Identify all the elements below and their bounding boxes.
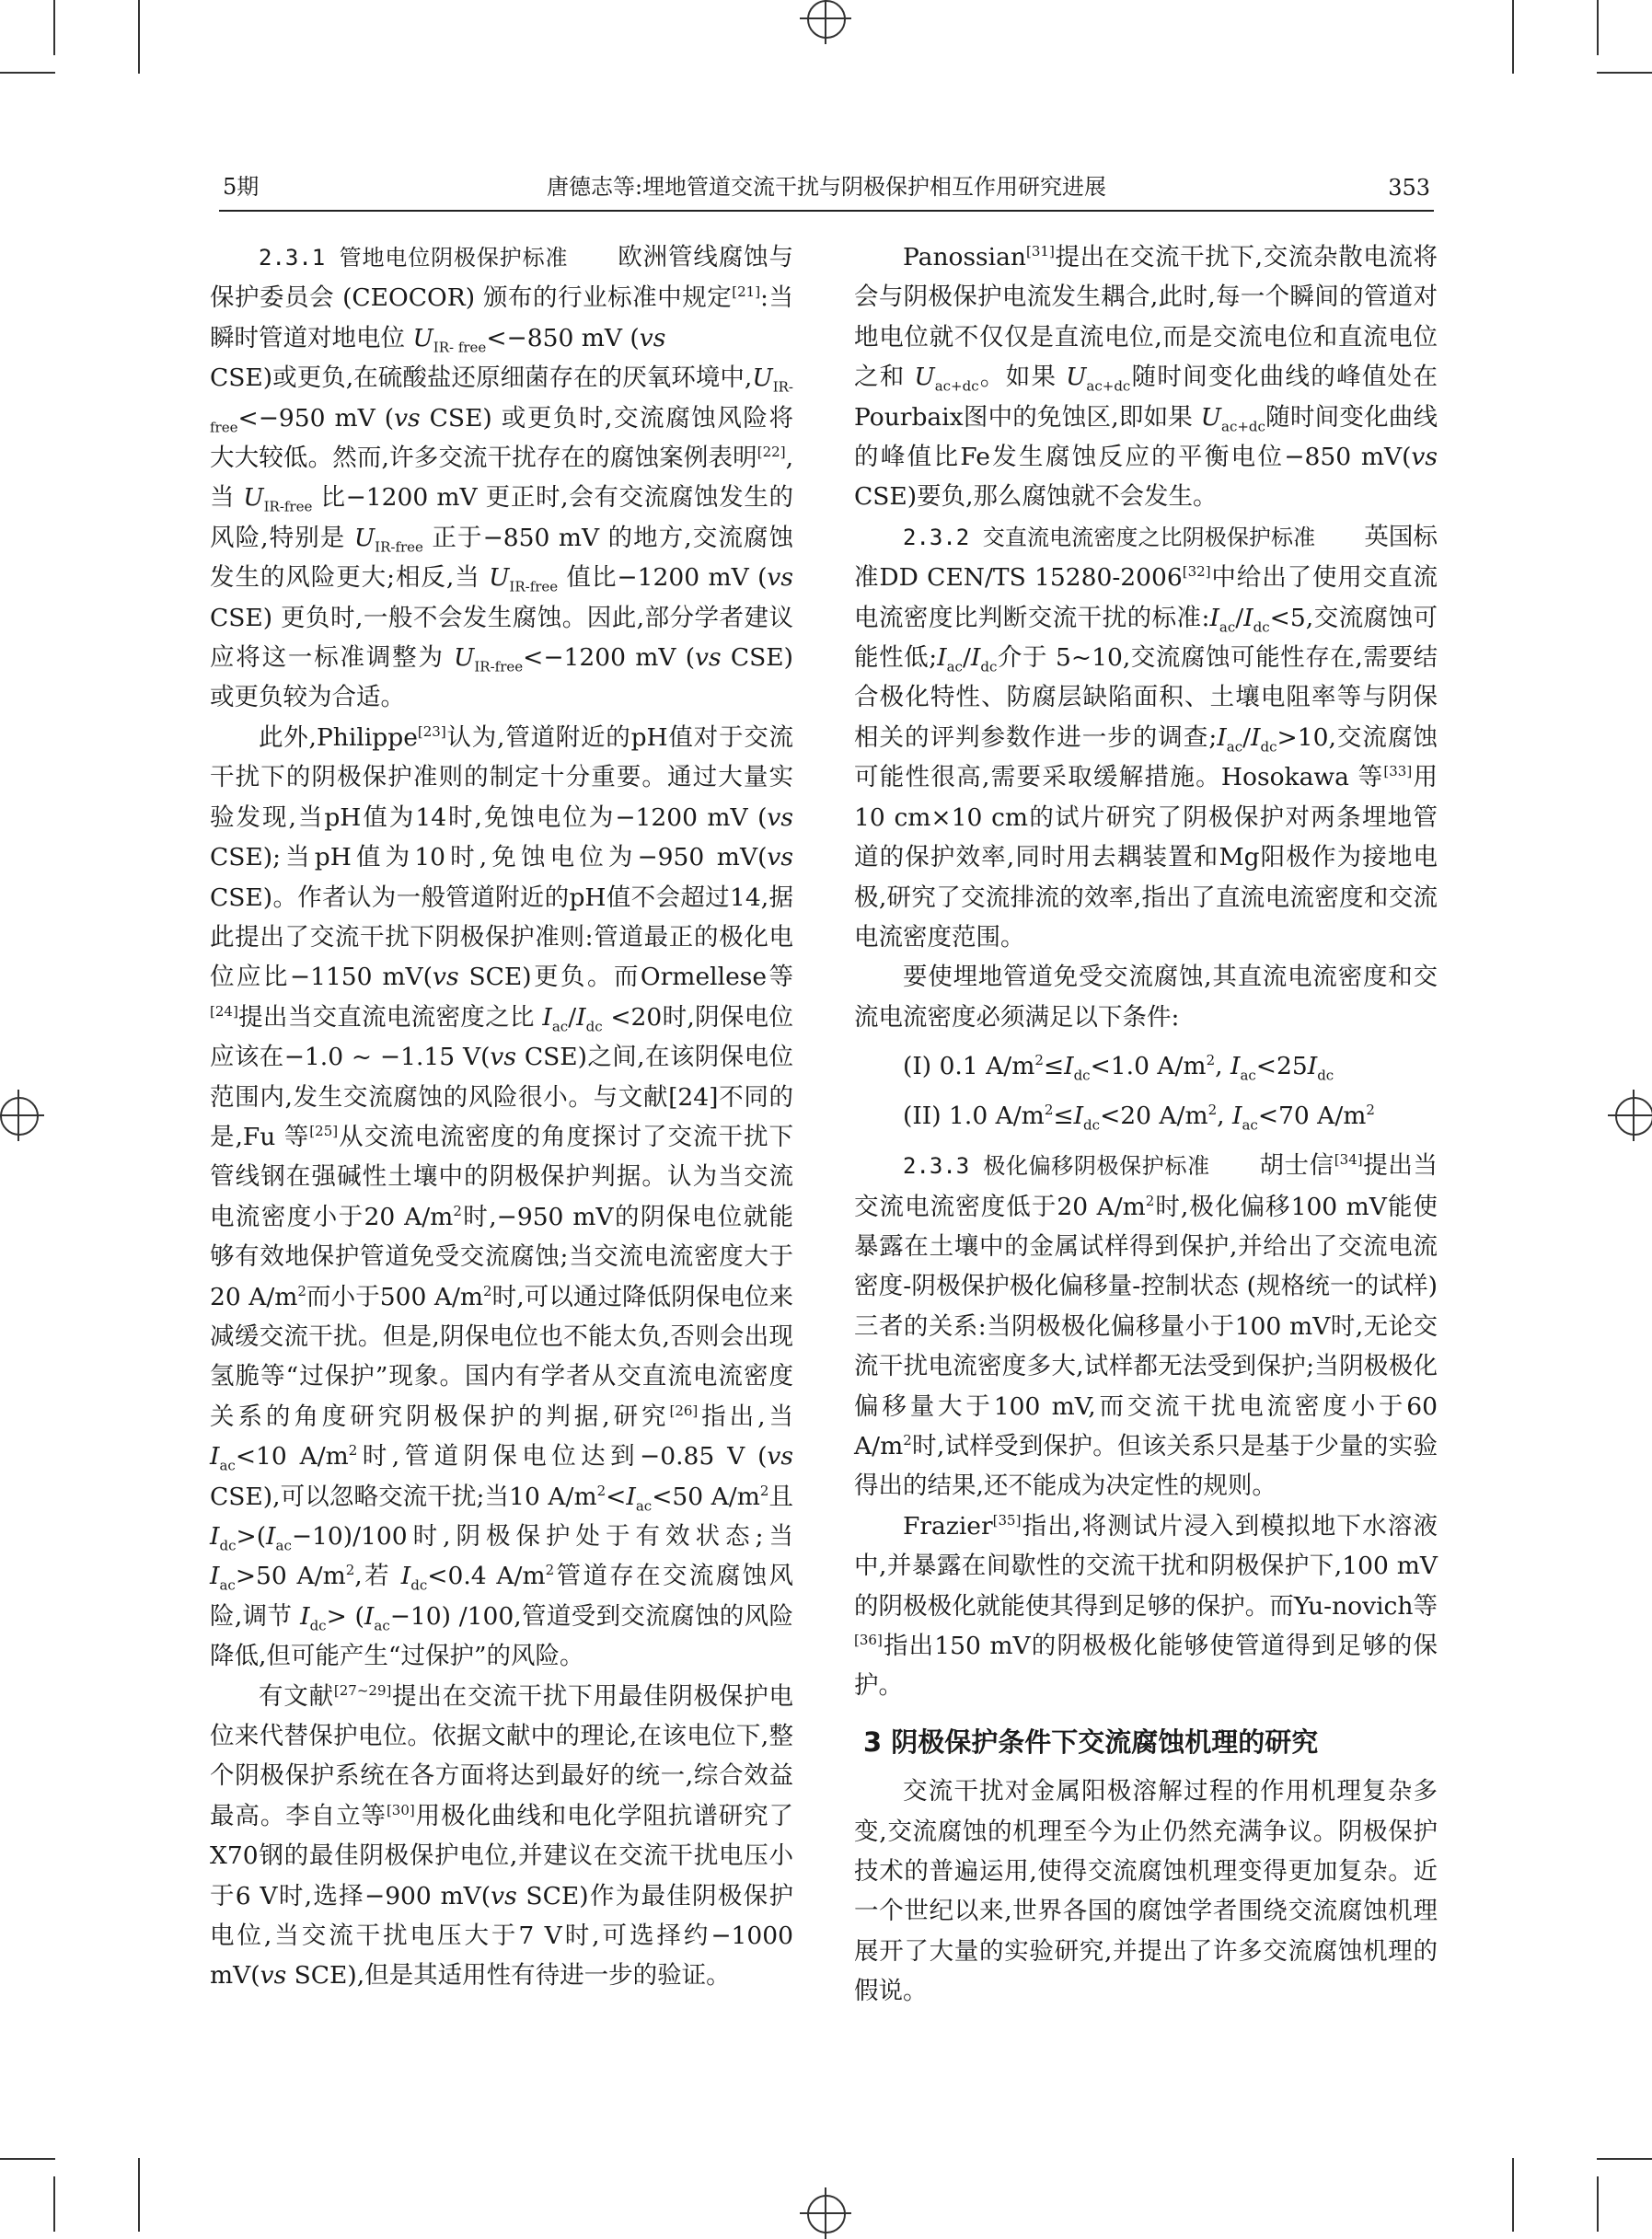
text: 认为,管道附近的pH值对于交流干扰下的阴极保护准则的制定十分重要。通过大量实验发现,当pH值为14时,免蚀电位为−1200 mV ( <box>210 722 794 832</box>
symbol: vs <box>433 963 459 992</box>
text: (I) 0.1 A/m <box>903 1052 1035 1081</box>
text: 随时间变化曲线的峰值比Fe发生腐蚀反应的平衡电位−850 mV( <box>854 402 1438 472</box>
text: 比−1200 mV 更正时,会有交流腐蚀发生的风险,特别是 <box>210 483 793 552</box>
text: SCE),但是其适用性有待进一步的验证。 <box>286 1961 731 1991</box>
crop-mark <box>0 2158 55 2160</box>
symbol: U <box>1200 402 1222 432</box>
symbol: I <box>364 1601 375 1631</box>
text: 且 <box>768 1482 793 1511</box>
text: / <box>568 1002 577 1032</box>
citation: [24] <box>210 1002 238 1020</box>
text: 此外,Philippe <box>259 722 418 752</box>
subscript: ac <box>635 1496 653 1514</box>
subscript: ac <box>551 1018 569 1035</box>
text: ,当 <box>210 444 793 513</box>
symbol: vs <box>394 403 421 433</box>
text: <50 A/m <box>652 1482 760 1511</box>
running-header <box>219 166 1434 212</box>
text: Frazier <box>903 1511 993 1541</box>
subscript: IR-free <box>375 538 423 556</box>
symbol: vs <box>1411 443 1438 472</box>
superscript: 2 <box>545 1562 555 1579</box>
citation: [35] <box>992 1511 1022 1529</box>
subscript: IR-free <box>509 578 559 595</box>
symbol: vs <box>490 1043 516 1072</box>
citation: [30] <box>386 1802 415 1819</box>
text: CSE),可以忽略交流干扰;当10 A/m <box>210 1482 597 1511</box>
symbol: I <box>210 1442 220 1472</box>
paragraph <box>854 517 1438 957</box>
text: <20时,阴保电位应该在−1.0 ~ −1.15 V( <box>210 1002 793 1072</box>
crop-mark <box>1512 0 1514 74</box>
subscript: ac <box>219 1457 236 1474</box>
subsection-heading-2-3-3: 2.3.3 极化偏移阴极保护标准 <box>903 1153 1210 1180</box>
crop-mark <box>53 2176 55 2232</box>
registration-mark-top <box>800 0 851 44</box>
citation: [26] <box>669 1402 699 1419</box>
superscript: 2 <box>1206 1052 1216 1069</box>
citation: [31] <box>1026 243 1055 260</box>
subscript: IR-free <box>263 498 313 515</box>
symbol: I <box>1217 722 1227 752</box>
text: 提出在交流干扰下用最佳阴极保护电位来代替保护电位。依据文献中的理论,在该电位下,整个阴极保护系统在各方面将达到最好的统一,综合效益最高。李自立等 <box>210 1681 794 1830</box>
subscript: ac <box>1240 1067 1256 1084</box>
text: <−850 mV ( <box>486 323 640 352</box>
subscript: dc <box>1083 1116 1101 1134</box>
text: 正于−850 mV 的地方,交流腐蚀发生的风险更大;相反,当 <box>210 523 793 593</box>
text: 管道存在交流腐蚀风险,调节 <box>210 1562 794 1631</box>
text: / <box>1242 722 1252 752</box>
crop-mark <box>138 2158 140 2232</box>
symbol: I <box>542 1002 552 1032</box>
text: >50 A/m <box>235 1562 346 1591</box>
symbol: vs <box>767 1442 793 1472</box>
symbol: I <box>937 643 947 673</box>
symbol: U <box>1066 363 1087 392</box>
superscript: 2 <box>596 1482 607 1499</box>
subscript: IR-free <box>210 378 793 435</box>
condition-1 <box>854 1046 1438 1087</box>
symbol: vs <box>260 1961 287 1991</box>
text: <1.0 A/m <box>1090 1052 1207 1081</box>
text: <−1200 mV ( <box>523 643 696 673</box>
symbol: I <box>266 1522 276 1551</box>
citation: [25] <box>309 1123 339 1140</box>
superscript: 2 <box>1145 1192 1155 1209</box>
text: 指出150 mV的阴极极化能够使管道得到足够的保护。 <box>854 1632 1438 1701</box>
issue-number: 5期 <box>223 174 260 200</box>
text: SCE)更负。而Ormellese等 <box>458 963 793 992</box>
citation: [22] <box>757 444 786 461</box>
text: >10,交流腐蚀可能性很高,需要采取缓解措施。Hosokawa 等 <box>854 722 1438 792</box>
registration-mark-right <box>1608 1090 1652 1141</box>
text: −10) /100,管道受到交流腐蚀的风险降低,但可能产生“过保护”的风险。 <box>210 1601 794 1671</box>
subscript: dc <box>410 1576 428 1594</box>
symbol: U <box>914 363 935 392</box>
crop-mark <box>1597 0 1599 55</box>
text: <−950 mV ( <box>237 403 395 433</box>
text: Panossian <box>903 243 1027 271</box>
paragraph <box>854 237 1438 517</box>
page-number: 353 <box>1388 175 1430 201</box>
subscript: dc <box>1073 1067 1091 1084</box>
superscript: 2 <box>483 1282 492 1299</box>
symbol: vs <box>491 1881 517 1910</box>
symbol: I <box>210 1522 220 1551</box>
superscript: 2 <box>1207 1102 1218 1119</box>
text: 时,管道阴保电位达到−0.85 V ( <box>357 1442 768 1472</box>
text: :当瞬时管道对地电位 <box>210 283 793 352</box>
text: 有文献 <box>259 1681 334 1711</box>
text: ,若 <box>354 1562 401 1591</box>
symbol: vs <box>767 843 793 872</box>
text: 提出在交流干扰下,交流杂散电流将会与阴极保护电流发生耦合,此时,每一个瞬间的管道对地电位就不仅仅是直流电位,而是交流电位和直流电位之和 <box>854 243 1438 392</box>
symbol: vs <box>695 643 722 673</box>
text: > ( <box>326 1601 364 1631</box>
text: <5,交流腐蚀可能性低; <box>854 603 1438 673</box>
text: 中给出了使用交直流电流密度比判断交流干扰的标准: <box>854 563 1438 632</box>
text: 从交流电流密度的角度探讨了交流干扰下管线钢在强碱性土壤中的阴极保护判据。认为当交流电流密度小于20 A/m <box>210 1122 793 1231</box>
text: , <box>1215 1052 1230 1081</box>
text: 提出当交流电流密度低于20 A/m <box>854 1151 1438 1221</box>
text: −10)/100时,阴极保护处于有效状态;当 <box>291 1522 793 1551</box>
text: <25 <box>1255 1052 1308 1081</box>
text: CSE)之间,在该阴保电位范围内,发生交流腐蚀的风险很小。与文献[24]不同的是,Fu 等 <box>210 1043 793 1151</box>
subscript: dc <box>309 1617 327 1634</box>
superscript: 2 <box>453 1202 462 1219</box>
subscript: dc <box>1317 1067 1334 1084</box>
subsection-heading-2-3-2: 2.3.2 交直流电流密度之比阴极保护标准 <box>903 524 1316 550</box>
text: 提出当交直流电流密度之比 <box>237 1002 543 1032</box>
symbol: vs <box>767 802 793 832</box>
text: CSE) 更负时,一般不会发生腐蚀。因此,部分学者建议应将这一标准调整为 <box>210 603 793 673</box>
text: 而小于500 A/m <box>306 1282 484 1311</box>
citation: [23] <box>417 723 446 741</box>
text: CSE);当pH值为10时,免蚀电位为−950 mV( <box>210 843 768 872</box>
running-title: 唐德志等:埋地管道交流干扰与阴极保护相互作用研究进展 <box>546 174 1107 200</box>
crop-mark <box>0 72 55 74</box>
symbol: I <box>576 1002 586 1032</box>
symbol: I <box>970 643 981 673</box>
text: 。如果 <box>978 363 1067 392</box>
left-column <box>210 237 793 1996</box>
text: CSE) 或更负较为合适。 <box>210 643 793 712</box>
text: 欧洲管线腐蚀与保护委员会 (CEOCOR) 颁布的行业标准中规定 <box>210 243 794 313</box>
crop-mark <box>1597 2176 1599 2232</box>
text: 指出,当 <box>698 1402 793 1431</box>
text: ≤ <box>1053 1102 1074 1131</box>
subscript: ac <box>946 658 963 675</box>
text: / <box>962 643 971 673</box>
symbol: I <box>626 1482 636 1511</box>
text: < <box>606 1482 627 1511</box>
crop-mark <box>1597 72 1652 74</box>
text: 值比−1200 mV ( <box>558 563 768 593</box>
symbol: I <box>1307 1052 1318 1081</box>
symbol: I <box>1064 1052 1074 1081</box>
section-heading-3: 3 阴极保护条件下交流腐蚀机理的研究 <box>863 1725 1319 1758</box>
crop-mark <box>1512 2158 1514 2232</box>
citation: [21] <box>732 283 761 301</box>
text: 时,可以通过降低阴保电位来减缓交流干扰。但是,阴保电位也不能太负,否则会出现氢脆等“过保护”现象。国内有学者从交直流电流密度关系的角度研究阴极保护的判据,研究 <box>210 1282 793 1431</box>
subscript: IR-free <box>474 658 524 675</box>
text: CSE) 或更负时,交流腐蚀风险将大大较低。然而,许多交流干扰存在的腐蚀案例表明 <box>210 403 793 473</box>
subscript: dc <box>585 1018 603 1035</box>
text: CSE)或更负,在硫酸盐还原细菌存在的厌氧环境中, <box>210 364 753 393</box>
crop-mark <box>138 0 140 74</box>
registration-mark-left <box>0 1090 44 1141</box>
symbol: I <box>1251 722 1261 752</box>
superscript: 2 <box>1044 1102 1054 1119</box>
symbol: U <box>489 563 510 593</box>
subscript: dc <box>1253 617 1270 635</box>
text: <70 A/m <box>1257 1102 1367 1131</box>
text: 随时间变化曲线的峰值处在Pourbaix图中的免蚀区,即如果 <box>854 363 1438 432</box>
symbol: U <box>454 643 475 673</box>
text: SCE)作为最佳阴极保护电位,当交流干扰电压大于7 V时,可选择约−1000 mV( <box>210 1881 793 1991</box>
text: 时,试样受到保护。但该关系只是基于少量的实验得出的结果,还不能成为决定性的规则。 <box>854 1431 1438 1501</box>
crop-mark <box>1597 2158 1652 2160</box>
superscript: 2 <box>348 1442 358 1460</box>
text: 胡士信 <box>1258 1151 1334 1181</box>
text: (II) 1.0 A/m <box>903 1102 1045 1131</box>
paragraph <box>210 1677 793 1996</box>
symbol: U <box>353 523 375 552</box>
symbol: I <box>1073 1102 1084 1131</box>
subscript: IR- free <box>433 339 487 356</box>
symbol: I <box>300 1601 310 1631</box>
subscript: ac <box>1219 617 1236 635</box>
subscript: ac <box>275 1537 292 1554</box>
symbol: U <box>412 323 433 352</box>
symbol: U <box>243 483 264 513</box>
text: >( <box>236 1522 267 1551</box>
condition-2 <box>854 1096 1438 1137</box>
symbol: I <box>210 1562 220 1591</box>
symbol: I <box>1243 603 1253 632</box>
symbol: vs <box>767 563 793 593</box>
paragraph <box>210 718 793 1677</box>
subscript: dc <box>1260 738 1277 756</box>
symbol: I <box>1232 1102 1242 1131</box>
subscript: ac+dc <box>1221 417 1265 434</box>
text: 指出,将测试片浸入到模拟地下水溶液中,并暴露在间歇性的交流干扰和阴极保护下,100 mV的阴极极化就能使其得到足够的保护。而Yu-novich等 <box>854 1511 1438 1621</box>
superscript: 2 <box>903 1432 912 1449</box>
subscript: ac+dc <box>934 377 979 395</box>
text: <0.4 A/m <box>427 1562 546 1591</box>
text: <20 A/m <box>1100 1102 1208 1131</box>
superscript: 2 <box>759 1482 769 1499</box>
citation: [36] <box>854 1632 883 1649</box>
text: 介于 5~10,交流腐蚀可能性存在,需要结合极化特性、防腐层缺陷面积、土壤电阻率等与阴保相关的评判参数作进一步的调查; <box>854 643 1438 752</box>
paragraph <box>854 1146 1438 1506</box>
paragraph <box>210 237 793 718</box>
citation: [33] <box>1383 763 1413 780</box>
paragraph <box>854 1506 1438 1706</box>
paragraph: 要使埋地管道免受交流腐蚀,其直流电流密度和交流电流密度必须满足以下条件: <box>854 963 1438 1032</box>
subscript: dc <box>980 658 998 675</box>
citation: [34] <box>1334 1151 1363 1169</box>
text: <10 A/m <box>235 1442 349 1472</box>
symbol: U <box>752 364 773 393</box>
superscript: 2 <box>345 1562 355 1579</box>
subscript: ac+dc <box>1086 377 1131 395</box>
text: CSE)。作者认为一般管道附近的pH值不会超过14,据此提出了交流干扰下阴极保护准则:管道最正的极化电位应比−1150 mV( <box>210 883 793 992</box>
text: / <box>1235 603 1244 632</box>
paragraph: 交流干扰对金属阳极溶解过程的作用机理复杂多变,交流腐蚀的机理至今为止仍然充满争议。阴极保护技术的普遍运用,使得交流腐蚀机理变得更加复杂。近一个世纪以来,世界各国的腐蚀学者围绕交流腐蚀机理展开了大量的实验研究,并提出了许多交流腐蚀机理的假说。 <box>854 1777 1438 2006</box>
symbol: I <box>400 1562 411 1591</box>
subscript: ac <box>1226 738 1243 756</box>
citation: [27~29] <box>333 1681 392 1699</box>
symbol: vs <box>639 323 666 352</box>
subscript: ac <box>219 1576 236 1594</box>
superscript: 2 <box>1366 1102 1375 1119</box>
right-column <box>854 237 1438 2012</box>
subscript: ac <box>1242 1116 1258 1134</box>
subscript: ac <box>374 1617 390 1634</box>
text: 英国标准DD CEN/TS 15280-2006 <box>854 522 1438 593</box>
text: ≤ <box>1043 1052 1065 1081</box>
crop-mark <box>53 0 55 55</box>
superscript: 2 <box>297 1282 306 1299</box>
text: 用10 cm×10 cm的试片研究了阴极保护对两条埋地管道的保护效率,同时用去耦装置和Mg阳极作为接地电极,研究了交流排流的效率,指出了直流电流密度和交流电流密度范围。 <box>854 763 1438 952</box>
symbol: I <box>1209 603 1219 632</box>
citation: [32] <box>1182 563 1211 581</box>
text: , <box>1217 1102 1233 1131</box>
text: CSE)要负,那么腐蚀就不会发生。 <box>854 482 1218 512</box>
text: 用极化曲线和电化学阻抗谱研究了X70钢的最佳阴极保护电位,并建议在交流干扰电压小于6 V时,选择−900 mV( <box>210 1801 794 1910</box>
subsection-heading-2-3-1: 2.3.1 管地电位阴极保护标准 <box>259 245 569 271</box>
text: 时,−950 mV的阴保电位就能够有效地保护管道免受交流腐蚀;当交流电流密度大于20 A/m <box>210 1202 793 1311</box>
symbol: I <box>1230 1052 1241 1081</box>
text: 时,极化偏移100 mV能使暴露在土壤中的金属试样得到保护,并给出了交流电流密度-阴极保护极化偏移量-控制状态 (规格统一的试样) 三者的关系:当阴极极化偏移量小于100 mV时,无论交流干扰电流密度多大,试样都无法受到保护;当阴极极化偏移量大于100 mV,而交流干扰电流密度小于60 A/m <box>854 1192 1438 1460</box>
subscript: dc <box>219 1537 237 1554</box>
superscript: 2 <box>1034 1052 1044 1069</box>
